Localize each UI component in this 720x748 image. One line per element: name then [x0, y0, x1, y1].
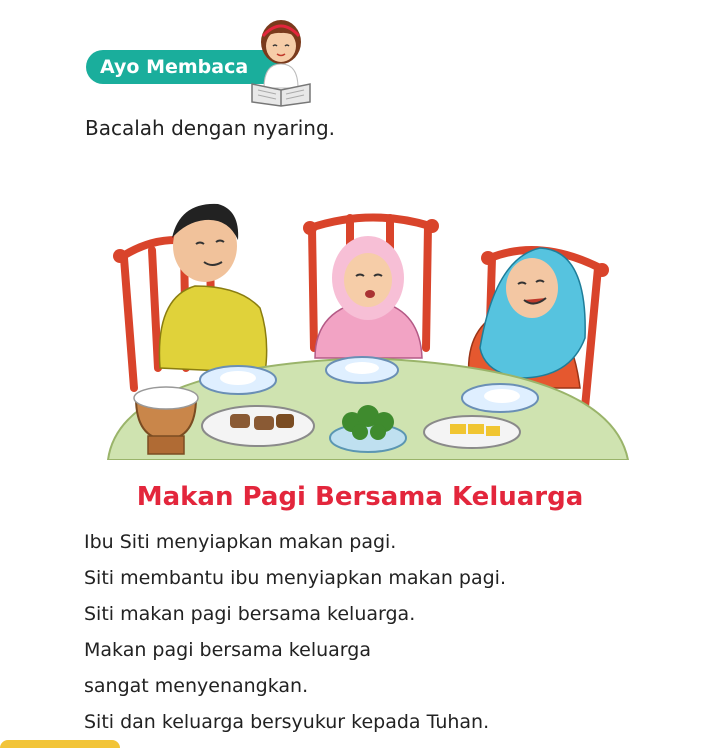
story-line: sangat menyenangkan. [84, 675, 309, 697]
page-corner-decoration [0, 740, 120, 748]
reading-instruction: Bacalah dengan nyaring. [85, 116, 336, 140]
story-line: Siti makan pagi bersama keluarga. [84, 603, 416, 625]
story-line: Makan pagi bersama keluarga [84, 639, 371, 661]
story-title: Makan Pagi Bersama Keluarga [136, 482, 584, 512]
story-line: Ibu Siti menyiapkan makan pagi. [84, 531, 397, 553]
story-text [84, 524, 506, 740]
story-line: Siti membantu ibu menyiapkan makan pagi. [84, 567, 506, 589]
family-breakfast-illustration [100, 188, 630, 460]
reading-girl-icon [246, 14, 316, 108]
badge-label: Ayo Membaca [100, 56, 249, 78]
story-line: Siti dan keluarga bersyukur kepada Tuhan. [84, 711, 490, 733]
